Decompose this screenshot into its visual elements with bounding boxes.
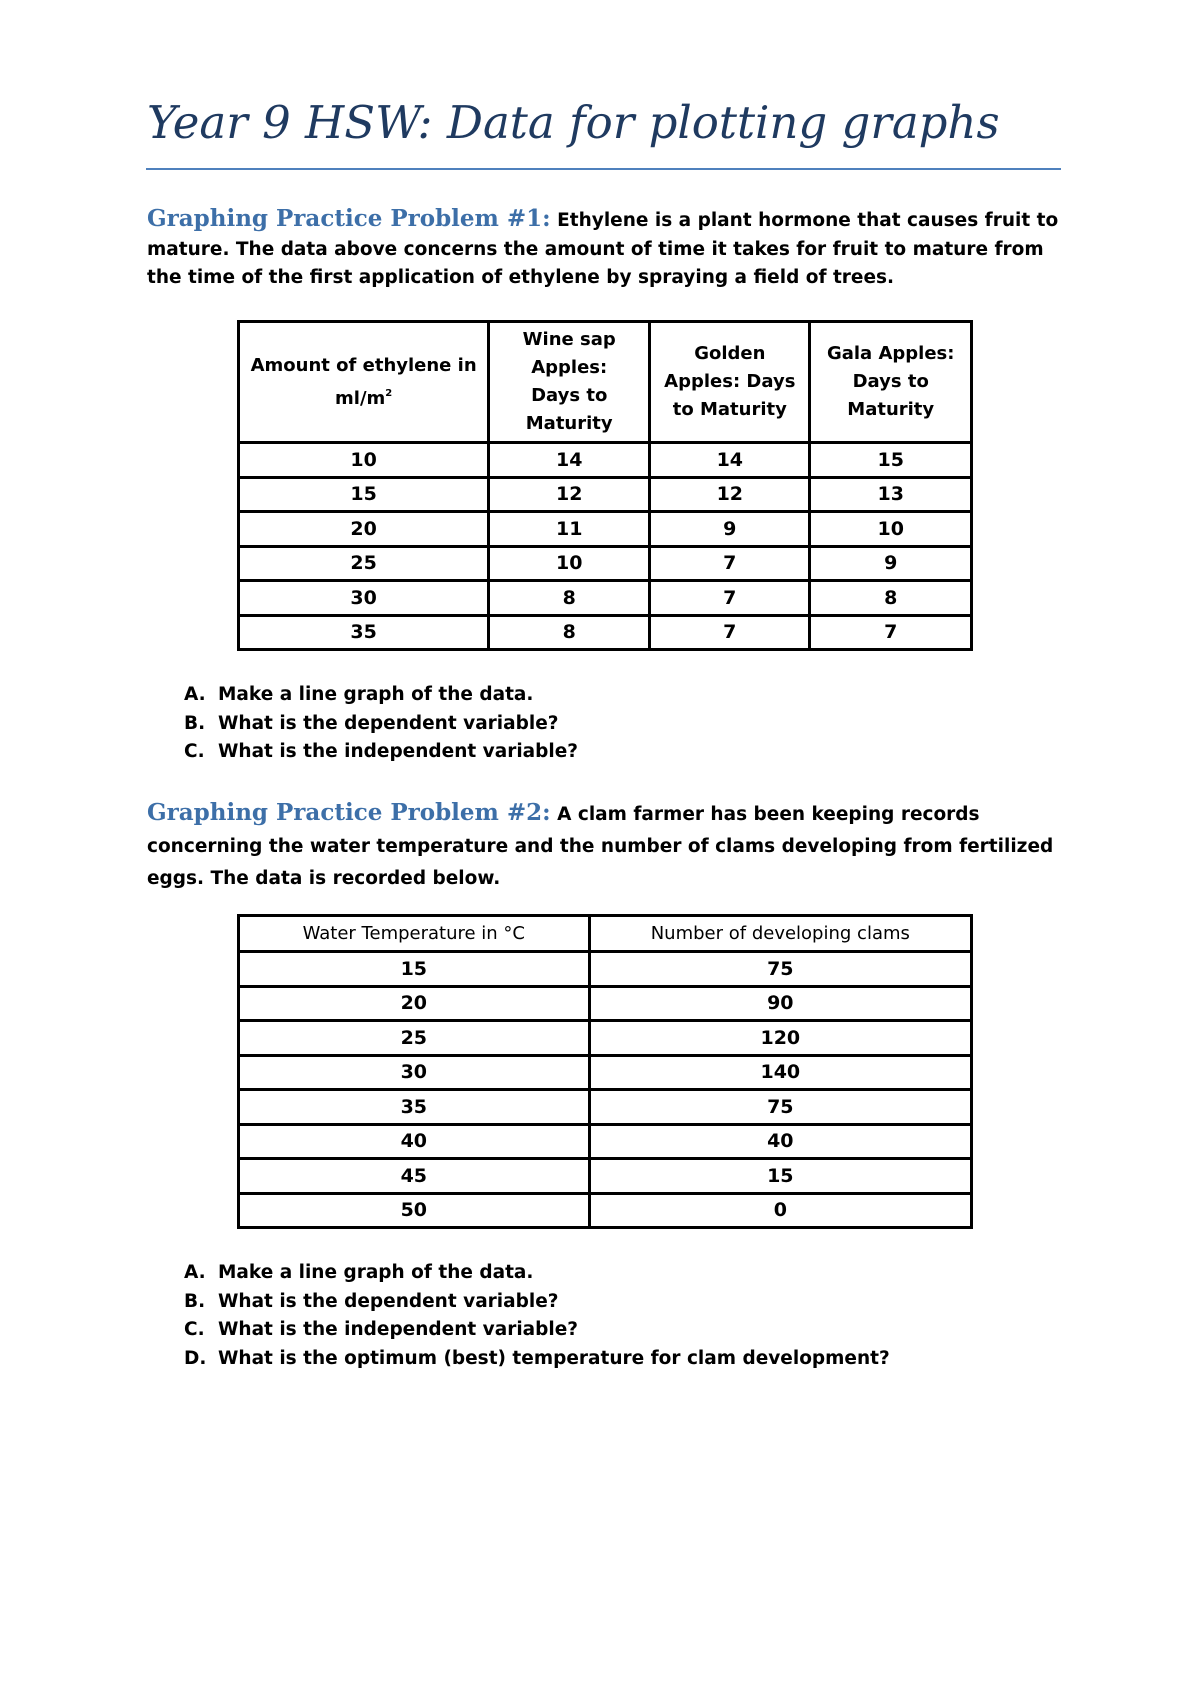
header-ethylene-sup: 2 [385, 387, 393, 399]
table-cell: 90 [589, 986, 971, 1021]
table-row [239, 443, 972, 478]
header-wine-sap: Wine sap Apples: Days to Maturity [489, 322, 650, 443]
problem-2-text: A clam farmer has been keeping records concerning the water temperature and the number of clams developing from fertilized eggs. The data is recorded below. [147, 804, 1054, 889]
question-text: Make a line graph of the data. [218, 684, 534, 705]
table-header-row [239, 322, 972, 443]
table-row [239, 546, 972, 581]
table-cell: 75 [589, 1090, 971, 1125]
question-text: What is the dependent variable? [218, 712, 559, 734]
header-gala: Gala Apples: Days to Maturity [810, 322, 972, 443]
problem-2-paragraph [147, 797, 1067, 895]
table-cell: 13 [810, 477, 972, 512]
question-letter: C. [184, 741, 205, 762]
question-text: What is the independent variable? [218, 1319, 579, 1340]
table-cell: 120 [589, 1021, 971, 1056]
table-cell: 30 [239, 1055, 590, 1090]
table-cell: 15 [239, 952, 590, 987]
question-letter: A. [184, 684, 206, 705]
header-ethylene-amount [239, 322, 489, 443]
question-item [184, 710, 578, 739]
table-cell: 40 [589, 1124, 971, 1159]
table-cell: 140 [589, 1055, 971, 1090]
table-header-row [239, 916, 972, 952]
table-cell: 8 [810, 581, 972, 616]
table-cell: 7 [650, 581, 810, 616]
table-row [239, 1193, 972, 1228]
problem-1-questions [184, 681, 578, 767]
table-cell: 35 [239, 615, 489, 650]
table-cell: 35 [239, 1090, 590, 1125]
question-letter: B. [184, 1290, 206, 1312]
table-row [239, 1159, 972, 1194]
table-cell: 0 [589, 1193, 971, 1228]
header-water-temp: Water Temperature in °C [239, 916, 590, 952]
table-cell: 50 [239, 1193, 590, 1228]
table-row [239, 1090, 972, 1125]
table-cell: 45 [239, 1159, 590, 1194]
table-row [239, 986, 972, 1021]
table-cell: 10 [239, 443, 489, 478]
table-row [239, 1055, 972, 1090]
ethylene-table [237, 320, 973, 651]
table-row [239, 952, 972, 987]
question-letter: D. [184, 1347, 207, 1369]
question-item [184, 738, 578, 767]
table-cell: 7 [810, 615, 972, 650]
question-letter: A. [184, 1262, 206, 1283]
question-item [184, 681, 578, 710]
table-cell: 7 [650, 546, 810, 581]
question-text: What is the dependent variable? [218, 1290, 559, 1312]
question-text: What is the independent variable? [218, 741, 579, 762]
question-text: Make a line graph of the data. [218, 1262, 534, 1283]
table-cell: 10 [489, 546, 650, 581]
table-row [239, 615, 972, 650]
table-cell: 9 [650, 512, 810, 547]
table-cell: 9 [810, 546, 972, 581]
table-cell: 10 [810, 512, 972, 547]
table-cell: 15 [810, 443, 972, 478]
question-item [184, 1288, 890, 1317]
header-clam-count: Number of developing clams [589, 916, 971, 952]
table-cell: 20 [239, 512, 489, 547]
table-cell: 12 [489, 477, 650, 512]
header-ethylene-label: Amount of ethylene in ml/m [250, 354, 477, 409]
table-cell: 15 [589, 1159, 971, 1194]
table-row [239, 1124, 972, 1159]
question-item [184, 1345, 890, 1374]
table-cell: 40 [239, 1124, 590, 1159]
table-row [239, 512, 972, 547]
question-item [184, 1259, 890, 1288]
table-cell: 75 [589, 952, 971, 987]
table-cell: 8 [489, 615, 650, 650]
problem-2-heading: Graphing Practice Problem #2: [147, 799, 551, 826]
problem-2-questions [184, 1259, 890, 1373]
table-cell: 7 [650, 615, 810, 650]
table-row [239, 581, 972, 616]
table-cell: 8 [489, 581, 650, 616]
question-letter: B. [184, 712, 206, 734]
table-cell: 12 [650, 477, 810, 512]
table-cell: 30 [239, 581, 489, 616]
table-row [239, 477, 972, 512]
question-letter: C. [184, 1319, 205, 1340]
problem-1-text: Ethylene is a plant hormone that causes fruit to mature. The data above concerns the amount of time it takes for fruit to mature from the time of the first application of ethylene by spraying a field of trees. [147, 210, 1059, 288]
header-golden: Golden Apples: Days to Maturity [650, 322, 810, 443]
question-text: What is the optimum (best) temperature for clam development? [218, 1347, 890, 1369]
table-cell: 20 [239, 986, 590, 1021]
question-item [184, 1316, 890, 1345]
table-row [239, 1021, 972, 1056]
table-cell: 15 [239, 477, 489, 512]
table-cell: 11 [489, 512, 650, 547]
table-cell: 25 [239, 546, 489, 581]
problem-1-paragraph [147, 205, 1067, 293]
page-title: Year 9 HSW: Data for plotting graphs [147, 96, 1000, 149]
table-cell: 14 [489, 443, 650, 478]
table-cell: 14 [650, 443, 810, 478]
clam-table [237, 914, 973, 1229]
problem-1-heading: Graphing Practice Problem #1: [147, 205, 551, 232]
title-underline [146, 168, 1061, 170]
table-cell: 25 [239, 1021, 590, 1056]
